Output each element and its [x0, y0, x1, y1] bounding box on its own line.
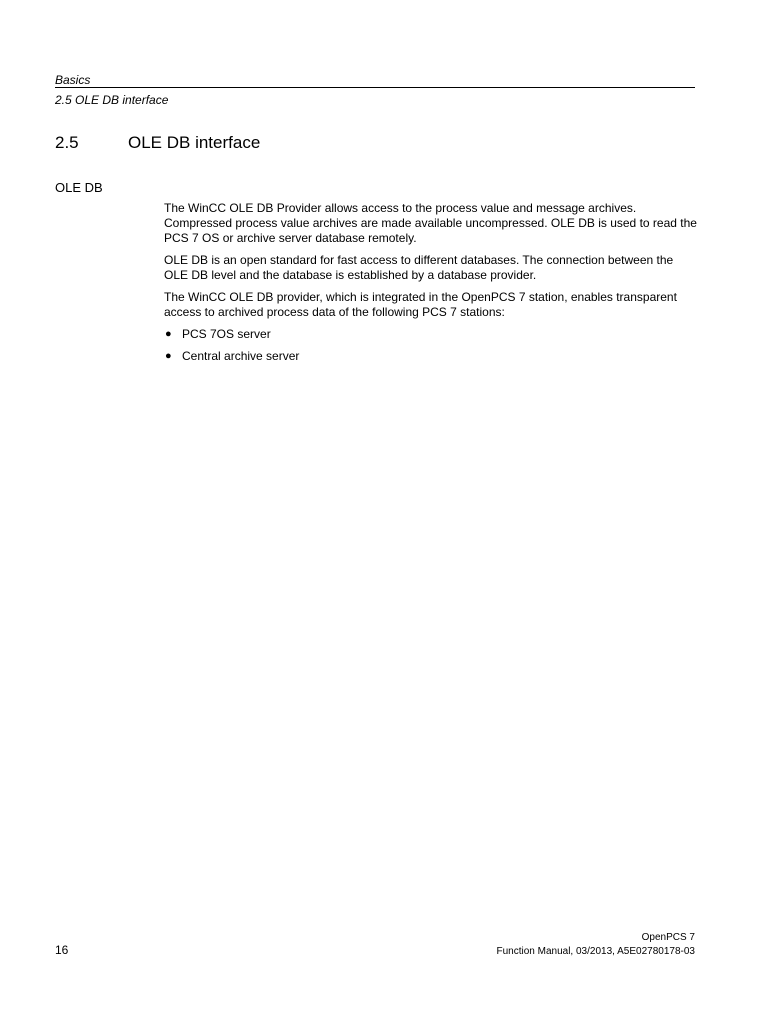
list-item-text: PCS 7OS server — [182, 327, 271, 341]
body-text — [164, 201, 699, 371]
page-number: 16 — [55, 943, 69, 957]
paragraph: The WinCC OLE DB provider, which is integrated in the OpenPCS 7 station, enables transparent access to archived process data of the following PCS 7 stations: — [164, 290, 677, 319]
list-item — [164, 327, 699, 342]
paragraph: OLE DB is an open standard for fast access to different databases. The connection between the OLE DB level and the database is established by a database provider. — [164, 253, 674, 282]
bullet-list — [164, 327, 699, 364]
list-item-text: Central archive server — [182, 349, 300, 363]
bullet-icon: ● — [165, 328, 172, 340]
footer-info — [497, 931, 696, 959]
footer-manual-info: Function Manual, 03/2013, A5E02780178-03 — [496, 946, 695, 957]
header-section: 2.5 OLE DB interface — [55, 93, 169, 107]
list-item — [164, 349, 699, 364]
running-header — [55, 73, 695, 88]
section-number: 2.5 — [55, 133, 79, 152]
sub-heading: OLE DB — [55, 180, 103, 195]
section-heading — [55, 133, 260, 153]
paragraph: The WinCC OLE DB Provider allows access to the process value and message archives. Compressed process value archives are made available uncompressed. OLE DB is used to read the PCS 7 OS or archive server database remotely. — [164, 201, 697, 245]
footer-product: OpenPCS 7 — [641, 932, 695, 943]
header-chapter: Basics — [55, 73, 91, 87]
bullet-icon: ● — [165, 350, 172, 362]
section-title: OLE DB interface — [128, 133, 261, 152]
